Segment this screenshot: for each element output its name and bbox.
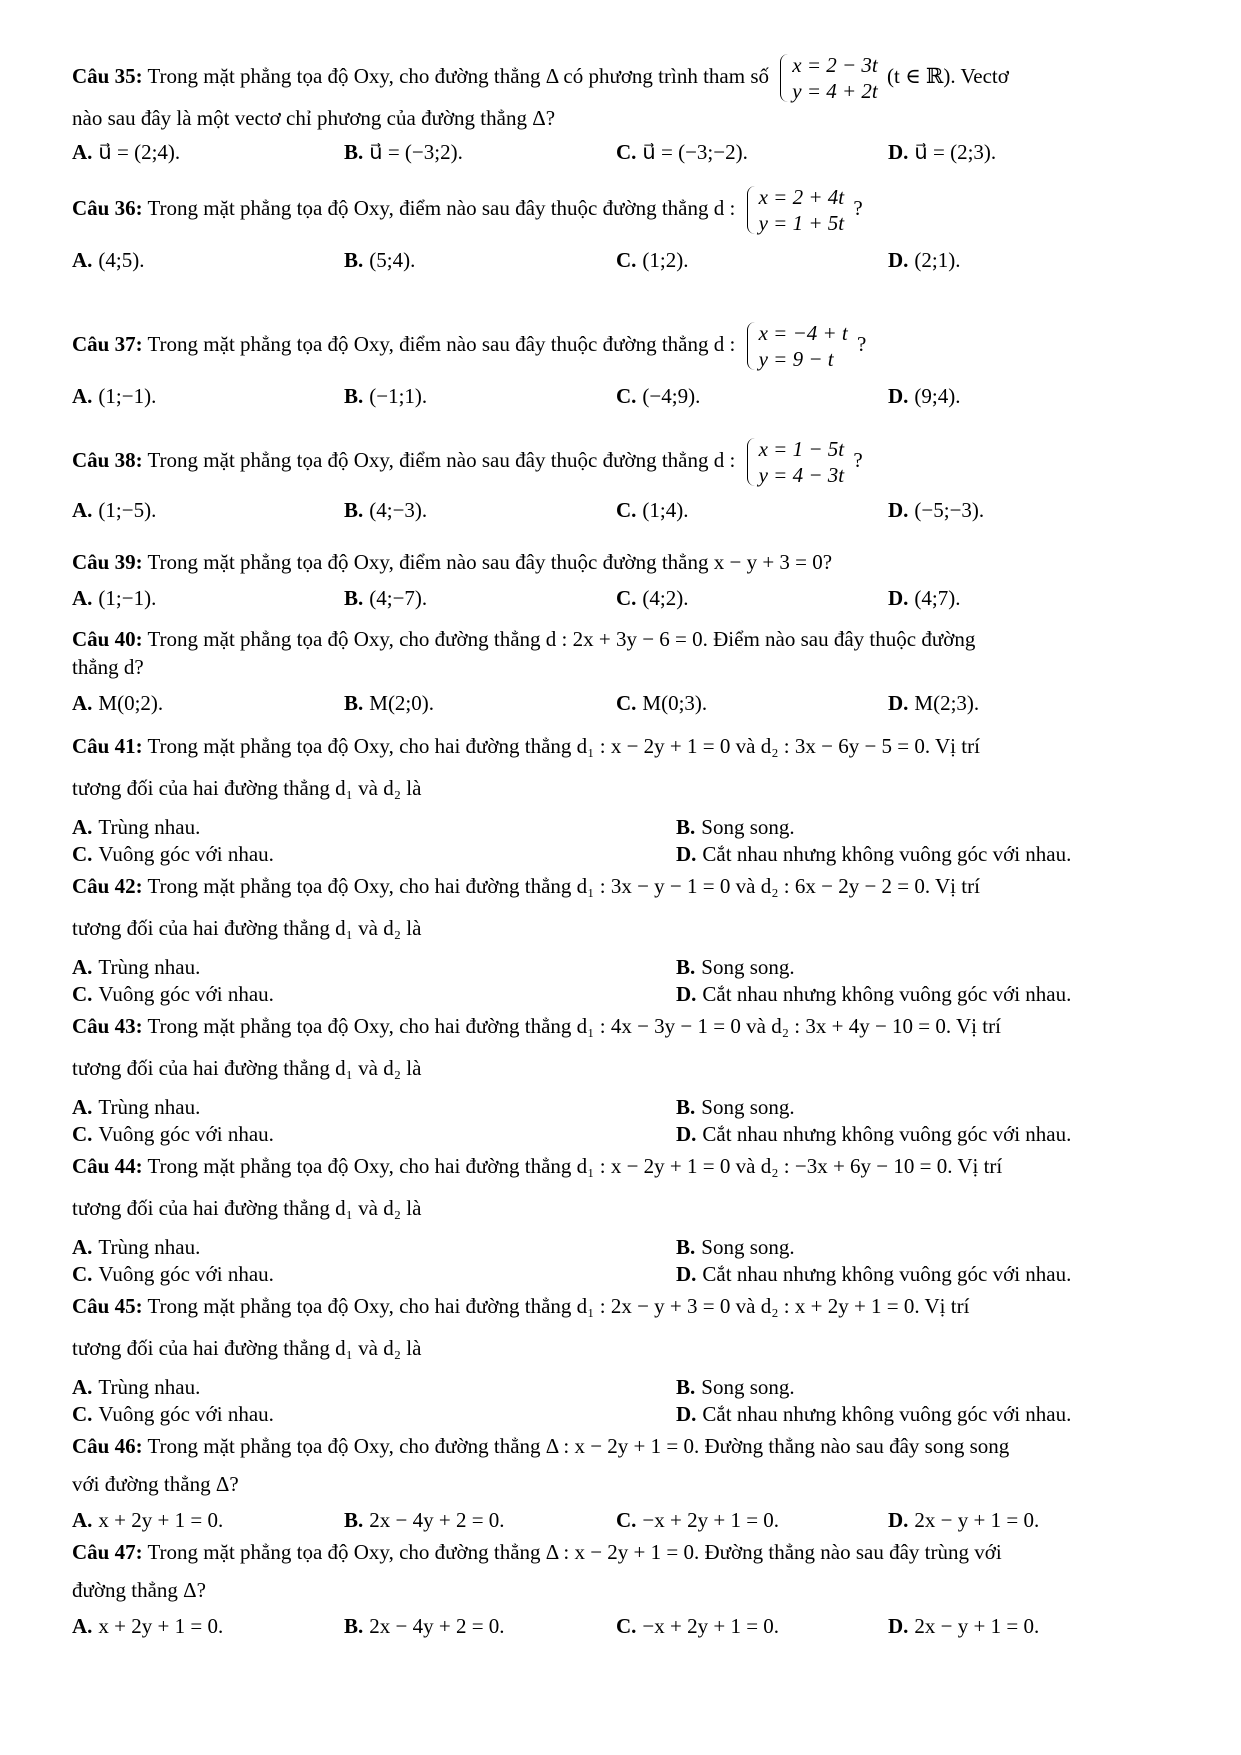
option-b[interactable] — [344, 1506, 616, 1534]
answer-options — [72, 1234, 1202, 1288]
option-c[interactable] — [616, 382, 888, 410]
question-label: Câu 43: — [72, 1014, 143, 1038]
option-text: −x + 2y + 1 = 0. — [642, 1614, 780, 1638]
option-letter: D. — [888, 1614, 909, 1638]
question-label: Câu 37: — [72, 332, 143, 356]
question-text: Trong mặt phẳng tọa độ Oxy, cho đường thẳng d : 2x + 3y − 6 = 0. Điểm nào sau đây thuộc đường — [147, 627, 976, 651]
answer-options — [72, 584, 1202, 612]
option-letter: D. — [888, 691, 909, 715]
option-letter: B. — [344, 384, 364, 409]
option-c[interactable] — [72, 1401, 676, 1428]
answer-options — [72, 689, 1202, 717]
option-letter: C. — [616, 586, 637, 610]
question-text: Trong mặt phẳng tọa độ Oxy, cho hai đường thẳng d₁ : x − 2y + 1 = 0 và d₂ : 3x − 6y − 5 = 0. Vị trí — [147, 734, 980, 758]
question-text-line2: tương đối của hai đường thẳng d₁ và d₂ là — [72, 1336, 422, 1360]
option-text: Vuông góc với nhau. — [98, 1262, 274, 1286]
option-text: (4;2). — [642, 586, 689, 610]
option-text: −x + 2y + 1 = 0. — [642, 1508, 780, 1532]
option-a[interactable] — [72, 689, 344, 717]
option-a[interactable] — [72, 382, 344, 410]
question-text: Trong mặt phẳng tọa độ Oxy, điểm nào sau đây thuộc đường thẳng d : — [147, 196, 736, 220]
option-b[interactable] — [676, 1094, 1202, 1121]
option-letter: A. — [72, 1508, 93, 1532]
option-letter: B. — [676, 1375, 696, 1399]
option-letter: A. — [72, 498, 93, 523]
option-d[interactable] — [888, 584, 1160, 612]
question-text: Trong mặt phẳng tọa độ Oxy, cho hai đường thẳng d₁ : 4x − 3y − 1 = 0 và d₂ : 3x + 4y − 10 = 0. Vị trí — [147, 1014, 1001, 1038]
option-text: Trùng nhau. — [98, 1375, 201, 1399]
option-letter: C. — [616, 498, 637, 523]
option-text: Cắt nhau nhưng không vuông góc với nhau. — [702, 982, 1072, 1006]
option-b[interactable] — [676, 954, 1202, 981]
option-letter: D. — [676, 1122, 697, 1146]
question-text-line2: nào sau đây là một vectơ chỉ phương của đường thẳng Δ? — [72, 106, 556, 131]
option-letter: C. — [72, 982, 93, 1006]
question-text: Trong mặt phẳng tọa độ Oxy, cho đường thẳng Δ : x − 2y + 1 = 0. Đường thẳng nào sau đây trùng với — [147, 1540, 1002, 1564]
system-line-x: x = 2 + 4t — [758, 185, 845, 210]
option-a[interactable] — [72, 584, 344, 612]
option-c[interactable] — [616, 496, 888, 524]
option-letter: D. — [888, 140, 909, 165]
option-letter: A. — [72, 384, 93, 409]
option-a[interactable] — [72, 496, 344, 524]
question-text-line2: tương đối của hai đường thẳng d₁ và d₂ là — [72, 916, 422, 940]
question-text: Trong mặt phẳng tọa độ Oxy, cho hai đường thẳng d₁ : 3x − y − 1 = 0 và d₂ : 6x − 2y − 2 = 0. Vị trí — [147, 874, 980, 898]
option-text: u⃗ = (−3;2). — [369, 140, 463, 165]
option-a[interactable] — [72, 814, 676, 841]
option-letter: C. — [616, 384, 637, 409]
option-text: Song song. — [701, 1375, 795, 1399]
option-c[interactable] — [616, 246, 888, 274]
parametric-system — [745, 436, 845, 488]
answer-options — [72, 814, 1202, 868]
system-line-y: y = 4 − 3t — [758, 463, 845, 488]
question-36 — [72, 184, 1202, 274]
option-text: (1;−1). — [98, 384, 157, 409]
option-text: Cắt nhau nhưng không vuông góc với nhau. — [702, 842, 1072, 866]
option-text: Trùng nhau. — [98, 1235, 201, 1259]
option-a[interactable] — [72, 1374, 676, 1401]
option-letter: D. — [888, 248, 909, 273]
option-letter: D. — [676, 982, 697, 1006]
option-letter: D. — [888, 1508, 909, 1532]
option-d[interactable] — [676, 1261, 1202, 1288]
option-letter: A. — [72, 248, 93, 273]
system-line-y: y = 9 − t — [758, 347, 834, 372]
option-text: Vuông góc với nhau. — [98, 1122, 274, 1146]
option-letter: C. — [72, 842, 93, 866]
option-b[interactable] — [344, 138, 616, 166]
option-text: M(0;2). — [98, 691, 164, 715]
option-letter: D. — [888, 498, 909, 523]
question-text: Trong mặt phẳng tọa độ Oxy, cho đường thẳng Δ có phương trình tham số — [147, 64, 770, 88]
question-38 — [72, 436, 1202, 524]
question-35 — [72, 52, 1202, 166]
option-text: M(0;3). — [642, 691, 708, 715]
option-letter: A. — [72, 1095, 93, 1119]
option-letter: B. — [676, 955, 696, 979]
question-40 — [72, 625, 1202, 717]
option-letter: B. — [676, 815, 696, 839]
question-text-tail: ? — [853, 196, 863, 220]
question-37 — [72, 320, 1202, 410]
option-letter: D. — [676, 1262, 697, 1286]
option-letter: B. — [344, 1508, 364, 1532]
option-b[interactable] — [676, 1374, 1202, 1401]
option-d[interactable] — [888, 689, 1160, 717]
option-text: (1;−5). — [98, 498, 157, 523]
option-text: Song song. — [701, 1235, 795, 1259]
option-text: Trùng nhau. — [98, 955, 201, 979]
option-a[interactable] — [72, 246, 344, 274]
option-c[interactable] — [72, 1261, 676, 1288]
question-label: Câu 42: — [72, 874, 143, 898]
option-text: Vuông góc với nhau. — [98, 982, 274, 1006]
option-text: u⃗ = (−3;−2). — [642, 140, 748, 165]
option-text: M(2;3). — [914, 691, 980, 715]
option-text: (2;1). — [914, 248, 961, 273]
parametric-system — [745, 184, 845, 236]
option-a[interactable] — [72, 1612, 344, 1640]
option-d[interactable] — [676, 981, 1202, 1008]
option-text: Song song. — [701, 815, 795, 839]
option-b[interactable] — [344, 584, 616, 612]
option-d[interactable] — [888, 1612, 1160, 1640]
option-text: (4;−3). — [369, 498, 428, 523]
option-letter: C. — [72, 1122, 93, 1146]
option-text: 2x − y + 1 = 0. — [914, 1614, 1040, 1638]
option-a[interactable] — [72, 1234, 676, 1261]
option-letter: B. — [344, 586, 364, 610]
question-46 — [72, 1432, 1202, 1534]
question-43 — [72, 1012, 1202, 1148]
option-letter: C. — [616, 1508, 637, 1532]
option-letter: B. — [344, 248, 364, 273]
option-letter: C. — [72, 1262, 93, 1286]
option-letter: B. — [344, 140, 364, 165]
question-text: Trong mặt phẳng tọa độ Oxy, điểm nào sau đây thuộc đường thẳng d : — [147, 332, 736, 356]
question-text: Trong mặt phẳng tọa độ Oxy, cho hai đường thẳng d₁ : x − 2y + 1 = 0 và d₂ : −3x + 6y − 10 = 0. Vị trí — [147, 1154, 1003, 1178]
question-label: Câu 35: — [72, 64, 143, 88]
option-letter: A. — [72, 955, 93, 979]
question-label: Câu 46: — [72, 1434, 143, 1458]
option-text: Vuông góc với nhau. — [98, 842, 274, 866]
option-letter: A. — [72, 691, 93, 715]
option-text: Trùng nhau. — [98, 1095, 201, 1119]
question-text: Trong mặt phẳng tọa độ Oxy, điểm nào sau đây thuộc đường thẳng x − y + 3 = 0? — [147, 550, 833, 574]
option-text: (4;−7). — [369, 586, 428, 610]
system-line-x: x = −4 + t — [758, 321, 848, 346]
question-text-tail: ? — [853, 448, 863, 472]
answer-options — [72, 382, 1202, 410]
parametric-system — [778, 52, 878, 104]
question-label: Câu 38: — [72, 448, 143, 472]
option-text: (1;4). — [642, 498, 689, 523]
answer-options — [72, 138, 1202, 166]
option-text: (9;4). — [914, 384, 961, 409]
answer-options — [72, 496, 1202, 524]
option-d[interactable] — [888, 138, 1160, 166]
option-text: Cắt nhau nhưng không vuông góc với nhau. — [702, 1402, 1072, 1426]
option-letter: B. — [344, 1614, 364, 1638]
option-text: (5;4). — [369, 248, 416, 273]
answer-options — [72, 246, 1202, 274]
option-letter: A. — [72, 586, 93, 610]
option-text: (1;−1). — [98, 586, 157, 610]
option-c[interactable] — [616, 584, 888, 612]
option-text: 2x − y + 1 = 0. — [914, 1508, 1040, 1532]
option-text: Cắt nhau nhưng không vuông góc với nhau. — [702, 1122, 1072, 1146]
option-b[interactable] — [344, 496, 616, 524]
option-d[interactable] — [888, 246, 1160, 274]
question-text-tail: ? — [857, 332, 867, 356]
option-text: Cắt nhau nhưng không vuông góc với nhau. — [702, 1262, 1072, 1286]
option-text: u⃗ = (2;3). — [914, 140, 997, 165]
option-c[interactable] — [72, 1121, 676, 1148]
question-39 — [72, 548, 1202, 612]
option-letter: D. — [676, 842, 697, 866]
option-b[interactable] — [344, 1612, 616, 1640]
option-d[interactable] — [888, 1506, 1160, 1534]
option-text: (−1;1). — [369, 384, 428, 409]
option-letter: D. — [888, 586, 909, 610]
option-text: Trùng nhau. — [98, 815, 201, 839]
question-label: Câu 36: — [72, 196, 143, 220]
option-a[interactable] — [72, 1094, 676, 1121]
option-letter: B. — [676, 1235, 696, 1259]
question-44 — [72, 1152, 1202, 1288]
question-label: Câu 41: — [72, 734, 143, 758]
option-text: (4;5). — [98, 248, 145, 273]
question-text-line2: thẳng d? — [72, 655, 144, 679]
answer-options — [72, 954, 1202, 1008]
option-letter: B. — [344, 498, 364, 523]
option-letter: A. — [72, 1614, 93, 1638]
answer-options — [72, 1506, 1202, 1534]
option-letter: A. — [72, 1375, 93, 1399]
option-c[interactable] — [72, 981, 676, 1008]
question-text-tail: (t ∈ ℝ). Vectơ — [887, 64, 1009, 88]
option-letter: B. — [344, 691, 364, 715]
question-label: Câu 45: — [72, 1294, 143, 1318]
option-text: (1;2). — [642, 248, 689, 273]
option-a[interactable] — [72, 954, 676, 981]
option-letter: A. — [72, 815, 93, 839]
option-d[interactable] — [888, 496, 1160, 524]
option-d[interactable] — [676, 1121, 1202, 1148]
system-line-y: y = 1 + 5t — [758, 211, 845, 236]
option-letter: D. — [888, 384, 909, 409]
option-c[interactable] — [616, 1506, 888, 1534]
option-letter: A. — [72, 1235, 93, 1259]
option-b[interactable] — [344, 382, 616, 410]
option-c[interactable] — [616, 689, 888, 717]
option-c[interactable] — [72, 841, 676, 868]
option-d[interactable] — [888, 382, 1160, 410]
option-text: (−5;−3). — [914, 498, 985, 523]
option-text: Song song. — [701, 1095, 795, 1119]
option-d[interactable] — [676, 841, 1202, 868]
answer-options — [72, 1374, 1202, 1428]
option-text: M(2;0). — [369, 691, 435, 715]
option-c[interactable] — [616, 1612, 888, 1640]
system-line-x: x = 2 − 3t — [792, 53, 878, 78]
option-text: x + 2y + 1 = 0. — [98, 1614, 224, 1638]
option-d[interactable] — [676, 1401, 1202, 1428]
option-letter: A. — [72, 140, 93, 165]
question-label: Câu 40: — [72, 627, 143, 651]
question-text-line2: đường thẳng Δ? — [72, 1578, 206, 1602]
question-47 — [72, 1538, 1202, 1640]
question-41 — [72, 732, 1202, 868]
option-text: Vuông góc với nhau. — [98, 1402, 274, 1426]
option-letter: C. — [616, 691, 637, 715]
question-45 — [72, 1292, 1202, 1428]
question-label: Câu 44: — [72, 1154, 143, 1178]
option-letter: C. — [616, 1614, 637, 1638]
question-label: Câu 47: — [72, 1540, 143, 1564]
answer-options — [72, 1612, 1202, 1640]
question-text-line2: với đường thẳng Δ? — [72, 1472, 239, 1496]
option-text: 2x − 4y + 2 = 0. — [369, 1508, 505, 1532]
parametric-system — [745, 320, 848, 372]
question-42 — [72, 872, 1202, 1008]
system-line-x: x = 1 − 5t — [758, 437, 845, 462]
option-text: u⃗ = (2;4). — [98, 140, 181, 165]
option-b[interactable] — [676, 1234, 1202, 1261]
option-b[interactable] — [344, 689, 616, 717]
question-text: Trong mặt phẳng tọa độ Oxy, cho đường thẳng Δ : x − 2y + 1 = 0. Đường thẳng nào sau đây song song — [147, 1434, 1010, 1458]
question-label: Câu 39: — [72, 550, 143, 574]
answer-options — [72, 1094, 1202, 1148]
question-text-line2: tương đối của hai đường thẳng d₁ và d₂ là — [72, 1196, 422, 1220]
option-text: 2x − 4y + 2 = 0. — [369, 1614, 505, 1638]
option-b[interactable] — [676, 814, 1202, 841]
question-text: Trong mặt phẳng tọa độ Oxy, cho hai đường thẳng d₁ : 2x − y + 3 = 0 và d₂ : x + 2y + 1 = 0. Vị trí — [147, 1294, 970, 1318]
option-letter: C. — [72, 1402, 93, 1426]
option-letter: C. — [616, 248, 637, 273]
question-text-line2: tương đối của hai đường thẳng d₁ và d₂ là — [72, 1056, 422, 1080]
option-b[interactable] — [344, 246, 616, 274]
system-line-y: y = 4 + 2t — [792, 79, 878, 104]
option-c[interactable] — [616, 138, 888, 166]
option-text: (4;7). — [914, 586, 961, 610]
option-letter: D. — [676, 1402, 697, 1426]
option-letter: B. — [676, 1095, 696, 1119]
option-text: x + 2y + 1 = 0. — [98, 1508, 224, 1532]
option-a[interactable] — [72, 138, 344, 166]
question-text-line2: tương đối của hai đường thẳng d₁ và d₂ là — [72, 776, 422, 800]
option-text: Song song. — [701, 955, 795, 979]
option-letter: C. — [616, 140, 637, 165]
question-text: Trong mặt phẳng tọa độ Oxy, điểm nào sau đây thuộc đường thẳng d : — [147, 448, 736, 472]
option-a[interactable] — [72, 1506, 344, 1534]
option-text: (−4;9). — [642, 384, 701, 409]
